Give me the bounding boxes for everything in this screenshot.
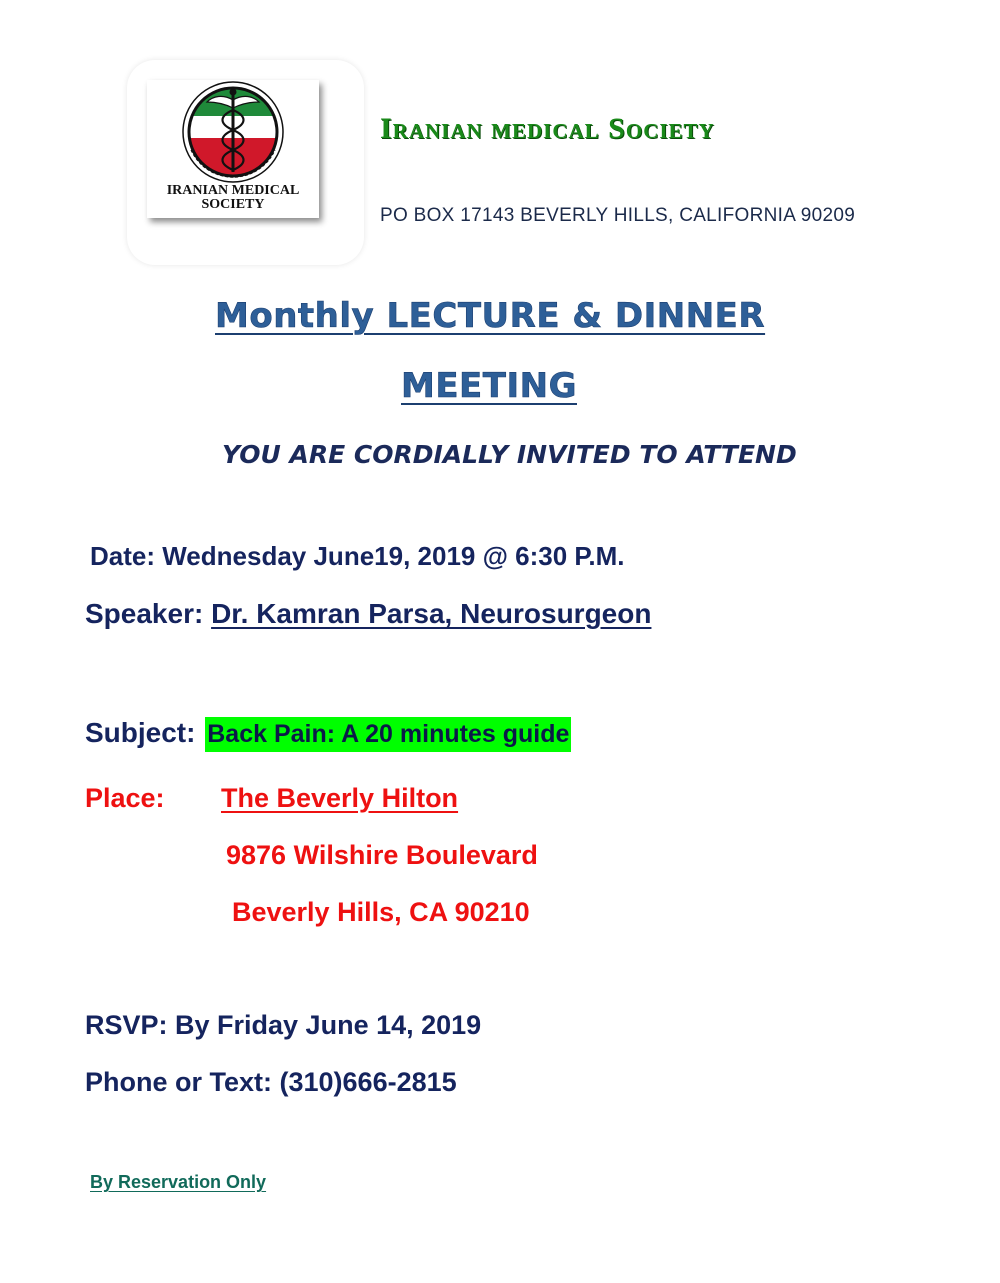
society-logo bbox=[147, 80, 319, 218]
subject-row bbox=[85, 717, 571, 749]
reservation-note: By Reservation Only bbox=[90, 1172, 267, 1192]
place-street: 9876 Wilshire Boulevard bbox=[226, 840, 538, 870]
subject-value: Back Pain: A 20 minutes guide bbox=[205, 717, 571, 752]
society-address: PO BOX 17143 BEVERLY HILLS, CALIFORNIA 90209 bbox=[380, 205, 856, 226]
place-city: Beverly Hills, CA 90210 bbox=[232, 897, 530, 927]
phone-contact: Phone or Text: (310)666-2815 bbox=[85, 1067, 457, 1097]
event-title-line2: MEETING bbox=[401, 366, 577, 406]
speaker-name: Dr. Kamran Parsa, Neurosurgeon bbox=[211, 598, 652, 629]
invitation-text: YOU ARE CORDIALLY INVITED TO ATTEND bbox=[222, 440, 797, 469]
place-label: Place: bbox=[85, 783, 165, 813]
logo-caption-line2: SOCIETY bbox=[201, 197, 265, 212]
event-title-line1: Monthly LECTURE & DINNER bbox=[215, 296, 766, 336]
logo-caption-line1: IRANIAN MEDICAL bbox=[166, 183, 300, 198]
place-venue: The Beverly Hilton bbox=[221, 783, 459, 813]
society-name: Iranian medical Society bbox=[380, 112, 715, 145]
speaker-row bbox=[85, 598, 651, 630]
event-date: Date: Wednesday June19, 2019 @ 6:30 P.M. bbox=[90, 541, 625, 571]
rsvp-deadline: RSVP: By Friday June 14, 2019 bbox=[85, 1010, 482, 1040]
speaker-label: Speaker: bbox=[85, 598, 212, 629]
subject-label: Subject: bbox=[85, 717, 204, 748]
